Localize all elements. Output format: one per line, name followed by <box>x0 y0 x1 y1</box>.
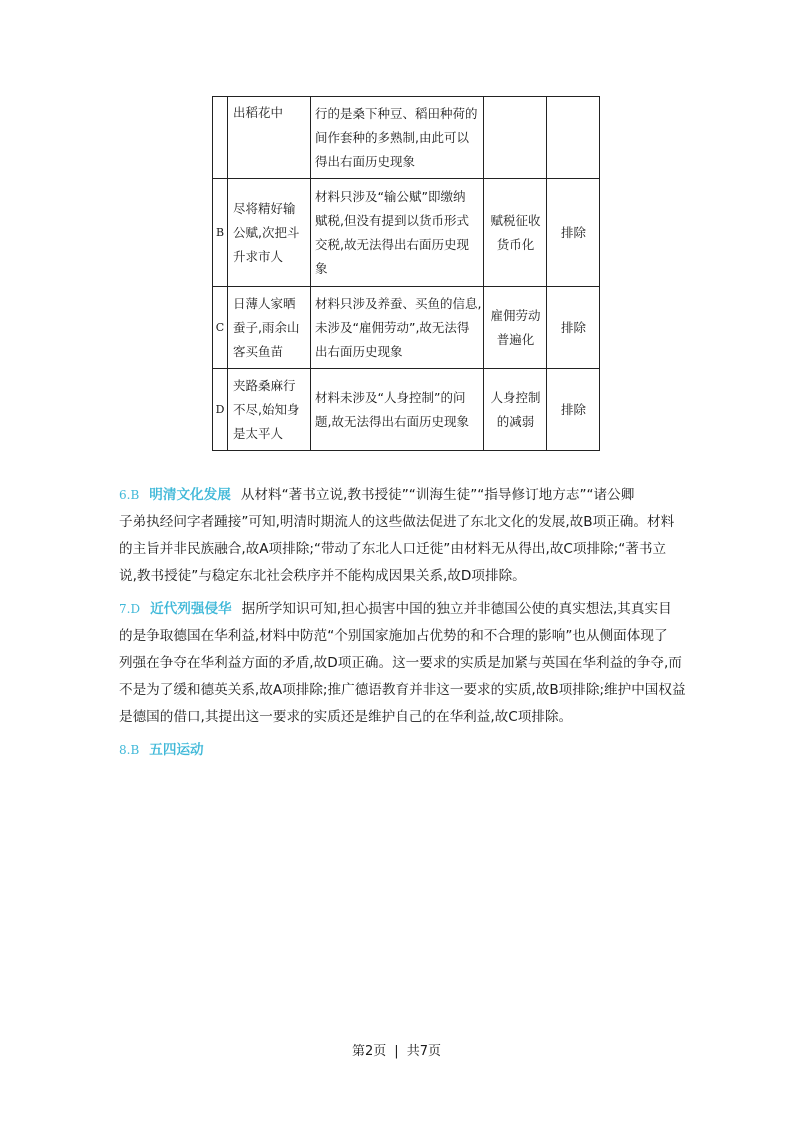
option-cell <box>213 97 228 179</box>
answer-analysis-table <box>212 96 600 451</box>
phenomenon-cell <box>484 287 547 369</box>
analysis-line: 行的是桑下种豆、稻田种荷的 <box>315 105 478 121</box>
answer-line: 的是争取德国在华利益,材料中防范“个别国家施加占优势的和不合理的影响”也从侧面体现了 <box>119 628 668 644</box>
analysis-line: 出右面历史现象 <box>315 343 403 359</box>
phenomenon-cell <box>484 369 547 451</box>
source-cell <box>228 369 311 451</box>
source-line: 蚕子,雨余山 <box>233 319 300 335</box>
source-cell <box>228 97 311 179</box>
answer-line <box>119 482 679 509</box>
answer-number: 7.D <box>119 602 141 616</box>
phenomenon-line: 赋税征收 <box>490 212 541 228</box>
analysis-line: 象 <box>315 260 328 276</box>
source-line: 公赋,次把斗 <box>233 224 300 240</box>
analysis-line: 赋税,但没有提到以货币形式 <box>315 212 469 228</box>
analysis-line: 材料只涉及“输公赋”即缴纳 <box>315 188 466 204</box>
answer-line: 列强在争夺在华利益方面的矛盾,故D项正确。这一要求的实质是加紧与英国在华利益的争夺,而 <box>119 655 682 671</box>
answer-line <box>119 737 679 764</box>
source-cell <box>228 287 311 369</box>
answer-line: 说,教书授徒”与稳定东北社会秩序并不能构成因果关系,故D项排除。 <box>119 568 526 584</box>
answer-line: 是德国的借口,其提出这一要求的实质还是维护自己的在华利益,故C项排除。 <box>119 709 573 725</box>
page-footer <box>0 1040 793 1059</box>
answer-text: 据所学知识可知,担心损害中国的独立并非德国公使的真实想法,其真实目 <box>241 601 672 617</box>
analysis-line: 交税,故无法得出右面历史现 <box>315 236 469 252</box>
answer-number: 8.B <box>119 743 140 757</box>
option-cell: D <box>213 369 228 451</box>
analysis-cell <box>311 179 484 287</box>
phenomenon-line: 普遍化 <box>496 331 535 347</box>
source-line: 尽将精好输 <box>233 200 296 216</box>
option-cell: B <box>213 179 228 287</box>
answer-number: 6.B <box>119 488 140 502</box>
phenomenon-cell <box>484 97 547 179</box>
analysis-line: 材料未涉及“人身控制”的问 <box>315 389 466 405</box>
result-cell <box>547 97 600 179</box>
phenomenon-line: 雇佣劳动 <box>490 307 541 323</box>
analysis-line: 材料只涉及养蚕、买鱼的信息, <box>315 295 482 311</box>
table-row <box>213 369 600 451</box>
phenomenon-line: 的减弱 <box>496 413 535 429</box>
analysis-line: 间作套种的多熟制,由此可以 <box>315 129 469 145</box>
option-cell: C <box>213 287 228 369</box>
source-line: 不尽,始知身 <box>233 401 300 417</box>
answer-topic: 明清文化发展 <box>149 487 231 503</box>
answer-line: 的主旨并非民族融合,故A项排除;“带动了东北人口迁徙”由材料无从得出,故C项排除;“著书立 <box>119 541 667 557</box>
phenomenon-line: 货币化 <box>496 236 535 252</box>
answer-line: 子弟执经问字者踵接”可知,明清时期流人的这些做法促进了东北文化的发展,故B项正确。材料 <box>119 514 675 530</box>
source-line: 是太平人 <box>233 425 284 441</box>
answer-8 <box>119 737 679 764</box>
analysis-line: 得出右面历史现象 <box>315 153 416 169</box>
table-row <box>213 97 600 179</box>
table-row <box>213 287 600 369</box>
page-total: 共7页 <box>406 1044 441 1059</box>
result-cell: 排除 <box>547 179 600 287</box>
result-cell: 排除 <box>547 287 600 369</box>
source-line: 夹路桑麻行 <box>233 377 296 393</box>
source-cell <box>228 179 311 287</box>
answer-7 <box>119 596 686 731</box>
table-row <box>213 179 600 287</box>
analysis-cell <box>311 369 484 451</box>
result-cell: 排除 <box>547 369 600 451</box>
phenomenon-cell <box>484 179 547 287</box>
source-line: 客买鱼苗 <box>233 343 284 359</box>
analysis-cell <box>311 97 484 179</box>
answer-line: 不是为了缓和德英关系,故A项排除;推广德语教育并非这一要求的实质,故B项排除;维护中国权益 <box>119 682 686 698</box>
answer-line <box>119 596 679 623</box>
answer-6 <box>119 482 679 590</box>
source-line: 出稻花中 <box>233 105 284 120</box>
analysis-line: 题,故无法得出右面历史现象 <box>315 413 469 429</box>
analysis-cell <box>311 287 484 369</box>
source-line: 日薄人家晒 <box>233 295 296 311</box>
phenomenon-line: 人身控制 <box>490 389 541 405</box>
answer-topic: 五四运动 <box>149 742 204 758</box>
analysis-line: 未涉及“雇佣劳动”,故无法得 <box>315 319 470 335</box>
footer-separator: | <box>394 1044 399 1059</box>
answer-topic: 近代列强侵华 <box>150 601 232 617</box>
source-line: 升求市人 <box>233 248 284 264</box>
page-number: 第2页 <box>352 1044 387 1059</box>
answer-text: 从材料“著书立说,教书授徒”“训海生徒”“指导修订地方志”“诸公卿 <box>240 487 635 503</box>
